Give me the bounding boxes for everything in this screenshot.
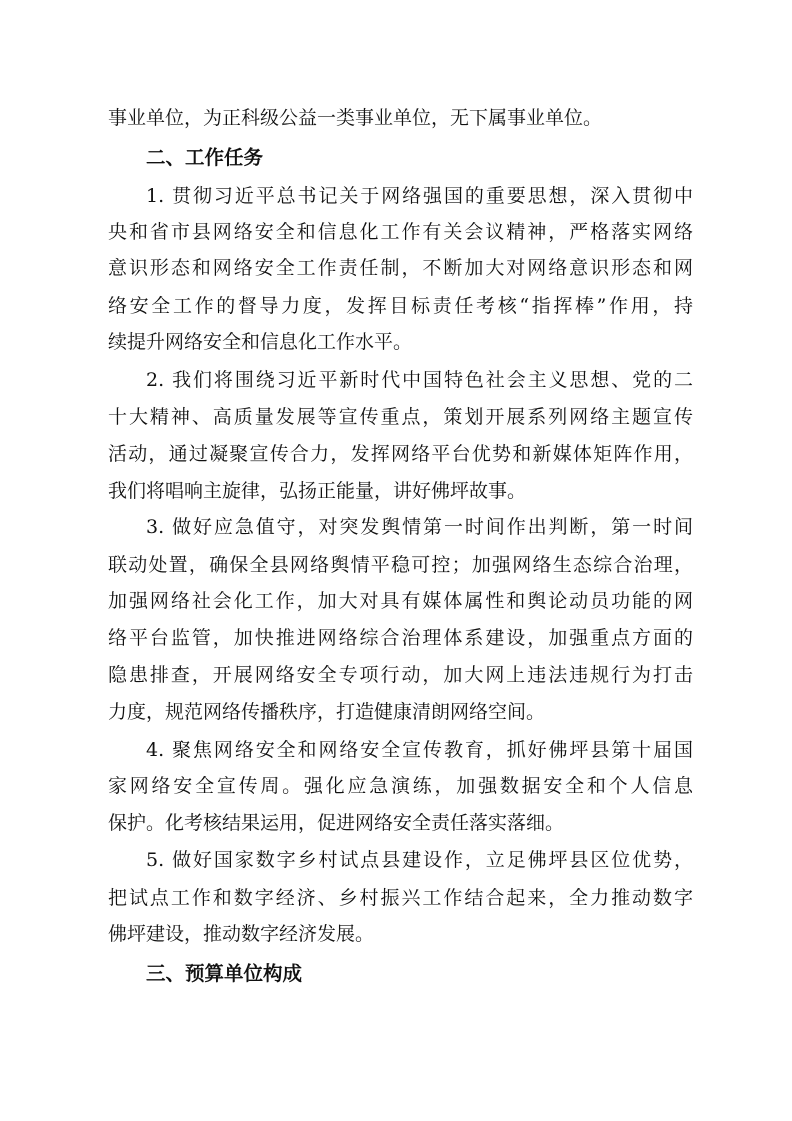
- item-4-line-1: 4. 聚焦网络安全和网络安全宣传教育，抓好佛坪县第十届国: [146, 739, 693, 761]
- item-4-line-2: 家网络安全宣传周。强化应急演练，加强数据安全和个人信息: [108, 775, 693, 797]
- item-5-line-3: 佛坪建设，推动数字经济发展。: [108, 923, 375, 945]
- item-3-line-1: 3. 做好应急值守，对突发舆情第一时间作出判断，第一时间: [146, 516, 693, 538]
- item-1-line-5: 续提升网络安全和信息化工作水平。: [108, 331, 413, 353]
- item-1-line-1: 1. 贯彻习近平总书记关于网络强国的重要思想，深入贯彻中: [146, 185, 693, 207]
- item-2-line-4: 我们将唱响主旋律，弘扬正能量，讲好佛坪故事。: [108, 480, 527, 502]
- item-3-line-6: 力度，规范网络传播秩序，打造健康清朗网络空间。: [108, 701, 546, 723]
- item-2-line-3: 活动，通过凝聚宣传合力，发挥网络平台优势和新媒体矩阵作用，: [108, 443, 693, 465]
- item-1-line-3: 意识形态和网络安全工作责任制，不断加大对网络意识形态和网: [108, 257, 693, 279]
- section-heading-budget-units: 三、预算单位构成: [146, 962, 303, 985]
- item-2-line-2: 十大精神、高质量发展等宣传重点，策划开展系列网络主题宣传: [108, 406, 693, 428]
- item-1-line-4: 络安全工作的督导力度，发挥目标责任考核“指挥棒”作用，持: [108, 295, 693, 317]
- item-1-line-2: 央和省市县网络安全和信息化工作有关会议精神，严格落实网络: [108, 221, 693, 243]
- item-3-line-2: 联动处置，确保全县网络舆情平稳可控；加强网络生态综合治理，: [108, 554, 693, 576]
- paragraph-continuation: 事业单位，为正科级公益一类事业单位，无下属事业单位。: [108, 107, 603, 129]
- item-3-line-5: 隐患排查，开展网络安全专项行动，加大网上违法违规行为打击: [108, 664, 693, 686]
- item-4-line-3: 保护。化考核结果运用，促进网络安全责任落实落细。: [108, 812, 565, 834]
- item-3-line-4: 络平台监管，加快推进网络综合治理体系建设，加强重点方面的: [108, 627, 693, 649]
- item-3-line-3: 加强网络社会化工作，加大对具有媒体属性和舆论动员功能的网: [108, 590, 693, 612]
- item-5-line-1: 5. 做好国家数字乡村试点县建设作，立足佛坪县区位优势，: [146, 849, 693, 871]
- section-heading-work-tasks: 二、工作任务: [146, 146, 264, 169]
- item-5-line-2: 把试点工作和数字经济、乡村振兴工作结合起来，全力推动数字: [108, 887, 693, 909]
- item-2-line-1: 2. 我们将围绕习近平新时代中国特色社会主义思想、党的二: [146, 369, 693, 391]
